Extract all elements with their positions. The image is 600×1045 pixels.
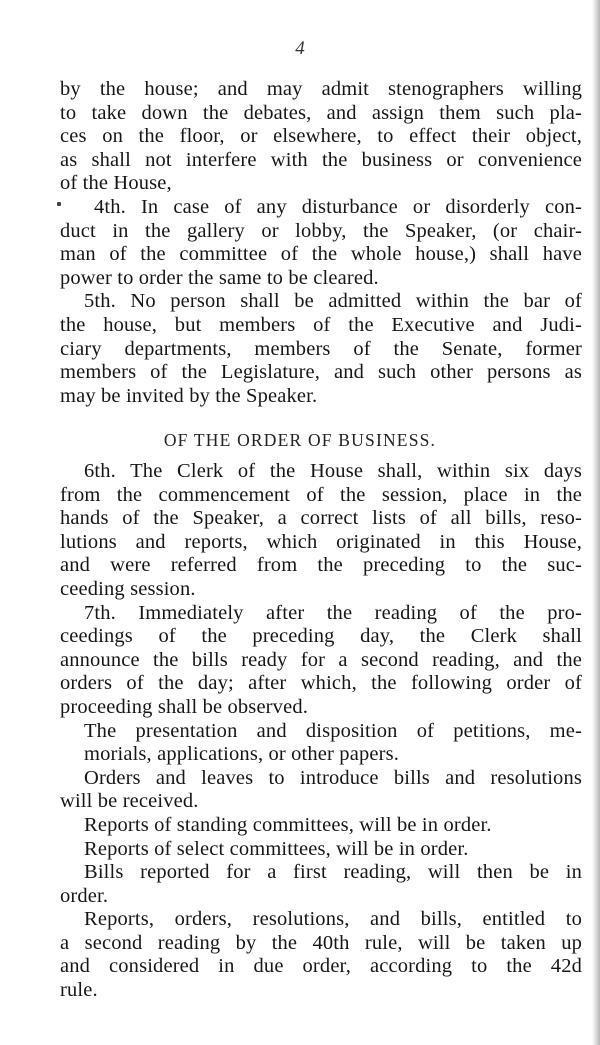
text-line: rule. [60,979,98,1002]
text-line: Reports, orders, resolutions, and bills, entitled to [84,908,582,931]
text-line: as shall not interfere with the business or convenience [60,148,582,171]
text-line: by the house; and may admit stenographers willing [60,78,582,100]
text-line: announce the bills ready for a second reading, and the [60,648,582,671]
text-line: The presentation and disposition of petitions, me- [84,719,582,742]
text-line: 5th. No person shall be admitted within the bar of [84,290,582,313]
text-line: ceeding session. [60,577,196,600]
text-line: of the House, [60,172,172,195]
text-line: lutions and reports, which originated in this House, [60,530,582,553]
text-line: ciary departments, members of the Senate, former [60,337,582,360]
text-line: order. [60,884,109,907]
ink-speck [57,202,61,206]
text-line: ceedings of the preceding day, the Clerk shall [60,625,582,648]
page-edge-shadow [592,0,600,1045]
section-heading: OF THE ORDER OF BUSINESS. [163,430,437,450]
text-line: may be invited by the Speaker. [60,384,318,407]
text-line: Bills reported for a first reading, will then be in [84,861,582,884]
text-line: and considered in due order, according to the 42d [60,955,582,978]
text-line: members of the Legislature, and such other persons as [60,361,582,384]
text-block-bottom [60,460,582,1003]
text-block-top [60,78,582,408]
text-line: to take down the debates, and assign them such pla- [60,101,582,124]
text-line: 6th. The Clerk of the House shall, within six days [84,460,582,482]
text-line: proceeding shall be observed. [60,695,308,718]
text-line: Reports of standing committees, will be in order. [84,813,492,836]
text-line: the house, but members of the Executive and Judi- [60,313,582,336]
text-line: 4th. In case of any disturbance or disorderly con- [94,195,582,218]
text-line: man of the committee of the whole house,) shall have [60,243,582,266]
text-line: Orders and leaves to introduce bills and resolutions [84,766,582,789]
text-line: power to order the same to be cleared. [60,266,379,289]
text-line: orders of the day; after which, the following order of [60,672,582,695]
text-line: a second reading by the 40th rule, will be taken up [60,931,582,954]
text-line: morials, applications, or other papers. [84,743,399,766]
text-line: duct in the gallery or lobby, the Speaker, (or chair- [60,219,582,242]
text-line: ces on the floor, or elsewhere, to effect their object, [60,125,582,148]
text-line: will be received. [60,790,199,813]
text-line: hands of the Speaker, a correct lists of all bills, reso- [60,507,582,530]
text-line: Reports of select committees, will be in order. [84,837,469,860]
page-number: 4 [295,38,305,59]
text-line: 7th. Immediately after the reading of the pro- [84,601,582,624]
text-line: and were referred from the preceding to the suc- [60,554,582,577]
text-line: from the commencement of the session, place in the [60,483,582,506]
